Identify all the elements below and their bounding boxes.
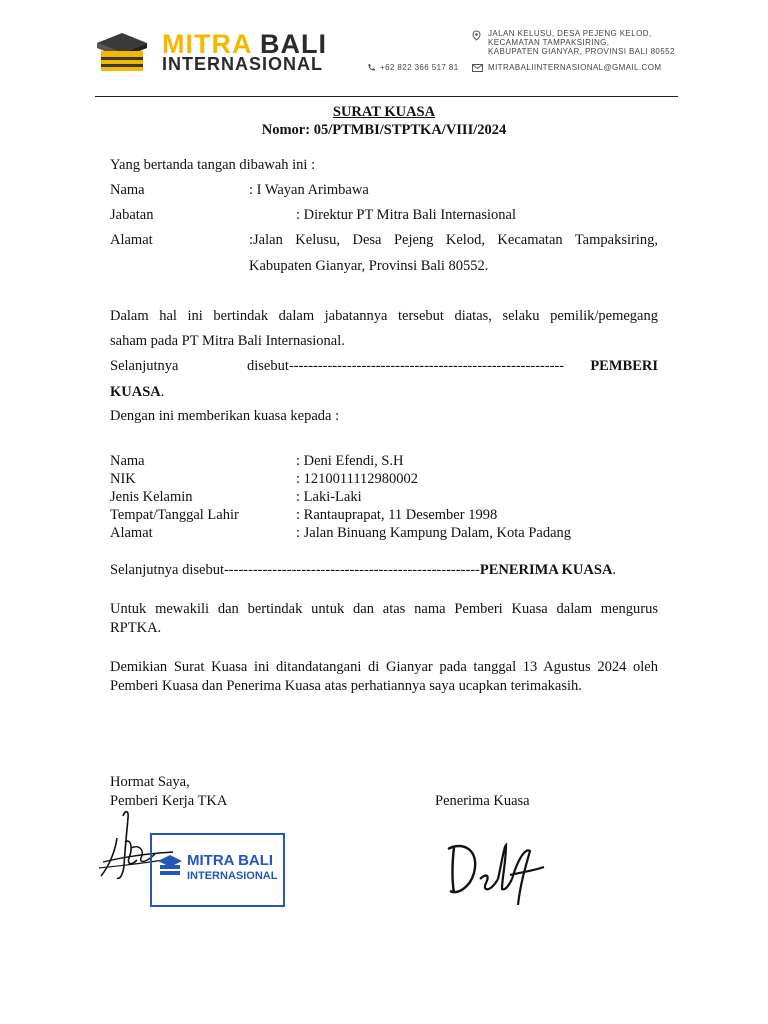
paragraph-1-line-2: saham pada PT Mitra Bali Internasional. — [110, 333, 345, 349]
email-address: MITRABALIINTERNASIONAL@GMAIL.COM — [488, 63, 662, 72]
closing-text: Hormat Saya, — [110, 774, 190, 790]
grantor-name-label: Nama — [110, 182, 145, 198]
grantee-address-label: Alamat — [110, 525, 153, 541]
grantee-role-bold: PENERIMA KUASA — [479, 562, 613, 578]
address-line-1: JALAN KELUSU, DESA PEJENG KELOD, — [488, 29, 652, 38]
paragraph-2-line-1: Untuk mewakili dan bertindak untuk dan atas nama Pemberi Kuasa dalam mengurus — [110, 601, 658, 617]
document-number: Nomor: 05/PTMBI/STPTKA/VIII/2024 — [261, 122, 507, 138]
grantee-name-value: : Deni Efendi, S.H — [296, 453, 404, 469]
grantor-role-line — [110, 383, 164, 401]
paragraph-2-line-2: RPTKA. — [110, 620, 162, 636]
brand-name-bali: BALI — [260, 29, 327, 59]
letterhead — [0, 0, 768, 96]
grantor-role-period: . — [160, 384, 165, 400]
stamp-building-icon — [157, 853, 183, 879]
grantee-nik-value: : 1210011112980002 — [296, 471, 419, 487]
phone-number: +62 822 366 517 81 — [380, 63, 459, 72]
called-as-dashes: disebut--------------------------------------------------------- — [247, 358, 565, 374]
grantee-name-label: Nama — [110, 453, 145, 469]
brand-name-line2: INTERNASIONAL — [162, 54, 323, 74]
email-icon — [472, 64, 483, 72]
paragraph-3-line-2: Pemberi Kuasa dan Penerima Kuasa atas perhatiannya saya ucapkan terimakasih. — [110, 678, 582, 694]
give-intro-text: Dengan ini memberikan kuasa kepada : — [110, 408, 340, 424]
grantee-address-value: : Jalan Binuang Kampung Dalam, Kota Padang — [296, 525, 572, 541]
paragraph-1-line-1: Dalam hal ini bertindak dalam jabatannya tersebut diatas, selaku pemilik/pemegang — [110, 308, 658, 324]
building-logo-icon — [95, 31, 149, 73]
grantee-birth-label: Tempat/Tanggal Lahir — [110, 507, 239, 523]
grantor-address-label: Alamat — [110, 232, 153, 248]
grantor-name-value: : I Wayan Arimbawa — [249, 182, 369, 198]
header-divider — [95, 96, 678, 97]
brand-name-mitra: MITRA — [162, 29, 252, 59]
address-line-2: KECAMATAN TAMPAKSIRING, — [488, 38, 610, 47]
grantor-address-value-1: :Jalan Kelusu, Desa Pejeng Kelod, Kecamatan Tampaksiring, — [249, 232, 658, 248]
paragraph-3-line-1: Demikian Surat Kuasa ini ditandatangani di Gianyar pada tanggal 13 Agustus 2024 oleh — [110, 659, 658, 675]
grantor-role-bold-2: KUASA — [110, 384, 161, 400]
grantee-role-period: . — [612, 562, 617, 578]
address-line-3: KABUPATEN GIANYAR, PROVINSI BALI 80552 — [488, 47, 675, 56]
grantee-signature — [440, 835, 550, 913]
grantor-position-label: Jabatan — [110, 207, 154, 223]
grantee-birth-value: : Rantauprapat, 11 Desember 1998 — [296, 507, 498, 523]
grantee-nik-label: NIK — [110, 471, 136, 487]
called-as-label: Selanjutnya — [110, 358, 179, 374]
intro-text: Yang bertanda tangan dibawah ini : — [110, 157, 316, 173]
grantor-role-bold-1: PEMBERI — [590, 358, 658, 374]
stamp-line-2: INTERNASIONAL — [187, 870, 278, 882]
called-as-dashes-2: Selanjutnya disebut----------------------------------------------------- — [110, 562, 480, 578]
grantor-position-value: : Direktur PT Mitra Bali Internasional — [296, 207, 517, 223]
grantee-gender-value: : Laki-Laki — [296, 489, 362, 505]
grantee-role-line — [110, 561, 616, 579]
grantor-address-value-2: Kabupaten Gianyar, Provinsi Bali 80552. — [249, 258, 489, 274]
stamp-line-1: MITRA BALI — [187, 852, 274, 869]
document-title: SURAT KUASA — [332, 104, 436, 120]
signer-right-role: Penerima Kuasa — [435, 793, 530, 809]
phone-icon — [367, 63, 376, 72]
grantee-gender-label: Jenis Kelamin — [110, 489, 193, 505]
signer-left-role: Pemberi Kerja TKA — [110, 793, 228, 809]
map-pin-icon — [471, 30, 482, 41]
